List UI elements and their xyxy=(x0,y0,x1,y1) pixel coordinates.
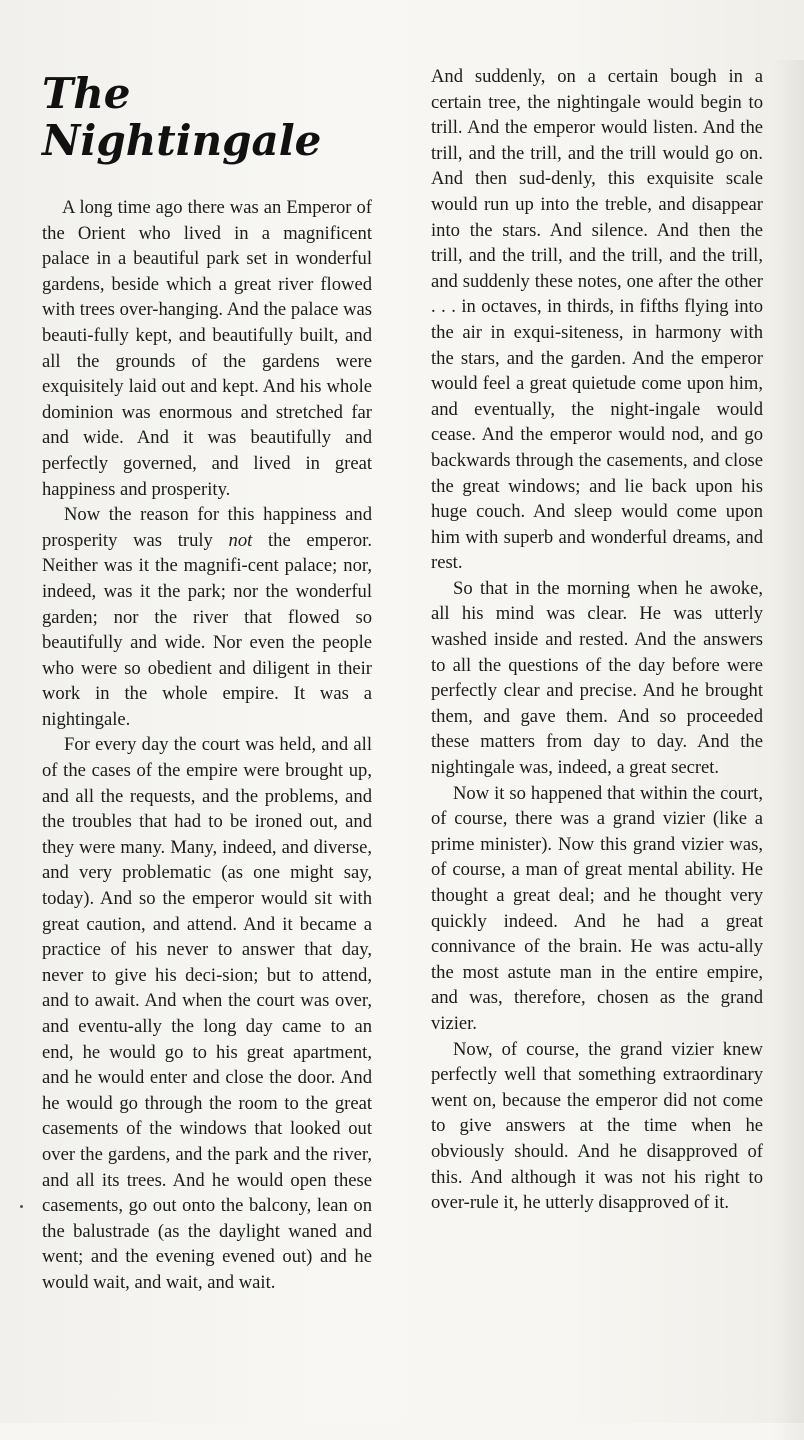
page-edge-shadow xyxy=(772,60,804,1440)
title-line-2: Nightingale xyxy=(42,116,322,165)
title-line-1: The xyxy=(42,69,131,118)
paragraph-2-end: the emperor. Neither was it the magnifi-cent palace; nor, indeed, was it the park; nor the wonderful garden; nor the river that flowed so beautifully and wide. Nor even the people who were so obedient and diligent in their work in the whole empire. It was a nightingale. xyxy=(42,529,372,730)
paragraph-2 xyxy=(42,502,372,732)
right-column xyxy=(431,64,763,1216)
paragraph-6: Now it so happened that within the court, of course, there was a grand vizier (like a prime minister). Now this grand vizier was, of course, a man of great mental ability. He thought a great deal; and he thought very quickly indeed. And he had a great connivance of the brain. He was actu-ally the most astute man in the entire empire, and was, therefore, chosen as the grand vizier. xyxy=(431,782,763,1034)
paragraph-7: Now, of course, the grand vizier knew perfectly well that something extraordinary went on, because the emperor did not come to give answers at the time when he obviously should. And he disapproved of this. And although it was not his right to over-rule it, he utterly disapproved of it. xyxy=(431,1038,763,1214)
paragraph-5: So that in the morning when he awoke, all his mind was clear. He was utterly washed inside and rested. And the answers to all the questions of the day before were perfectly clear and precise. And he brought them, and gave them. And so proceeded these matters from day to day. And the nightingale was, indeed, a great secret. xyxy=(431,577,763,779)
page-title xyxy=(42,70,362,164)
print-speck xyxy=(20,1205,23,1208)
emphasis-not: not xyxy=(228,529,253,551)
paragraph-2-start: Now the reason for this happiness and prosperity was truly xyxy=(42,504,372,551)
paragraph-3: For every day the court was held, and all of the cases of the empire were brought up, and all the requests, and the problems, and the troubles that had to be ironed out, and they were many. Many, indeed, and diverse, and very problematic (as one might say, today). And so the emperor would sit with great caution, and attend. And it became a practice of his never to answer that day, never to give his deci-sion; but to attend, and to await. And when the court was over, and eventu-ally the long day came to an end, he would go to his great apartment, and he would enter and close the door. And he would go through the room to the great casements of the windows that looked out over the gardens, and the park and the river, and all its trees. And he would open these casements, go out onto the balcony, lean on the balustrade (as the daylight waned and went; and the evening evened out) and he would wait, and wait, and wait. xyxy=(42,734,372,1293)
paragraph-4: And suddenly, on a certain bough in a certain tree, the nightingale would begin to trill. And the emperor would listen. And the trill, and the trill, and the trill would go on. And then sud-denly, this exquisite scale would run up into the treble, and disappear into the stars. And silence. And then the trill, and the trill, and the trill, and the trill, and suddenly these notes, one after the other . . . in octaves, in thirds, in fifths flying into the air in exqui-siteness, in harmony with the stars, and the garden. And the emperor would feel a great quietude come upon him, and eventually, the night-ingale would cease. And the emperor would nod, and go backwards through the casements, and close the great windows; and lie back upon his huge couch. And sleep would come upon him with superb and wonderful dreams, and rest. xyxy=(431,66,763,574)
paragraph-1: A long time ago there was an Emperor of the Orient who lived in a magnificent palace in a beautiful park set in wonderful gardens, beside which a great river flowed with trees over-hanging. And the palace was beauti-fully kept, and beautifully built, and all the grounds of the gardens were exquisitely laid out and kept. And his whole dominion was enormous and stretched far and wide. And it was beautifully and perfectly governed, and lived in great happiness and prosperity. xyxy=(42,197,372,500)
